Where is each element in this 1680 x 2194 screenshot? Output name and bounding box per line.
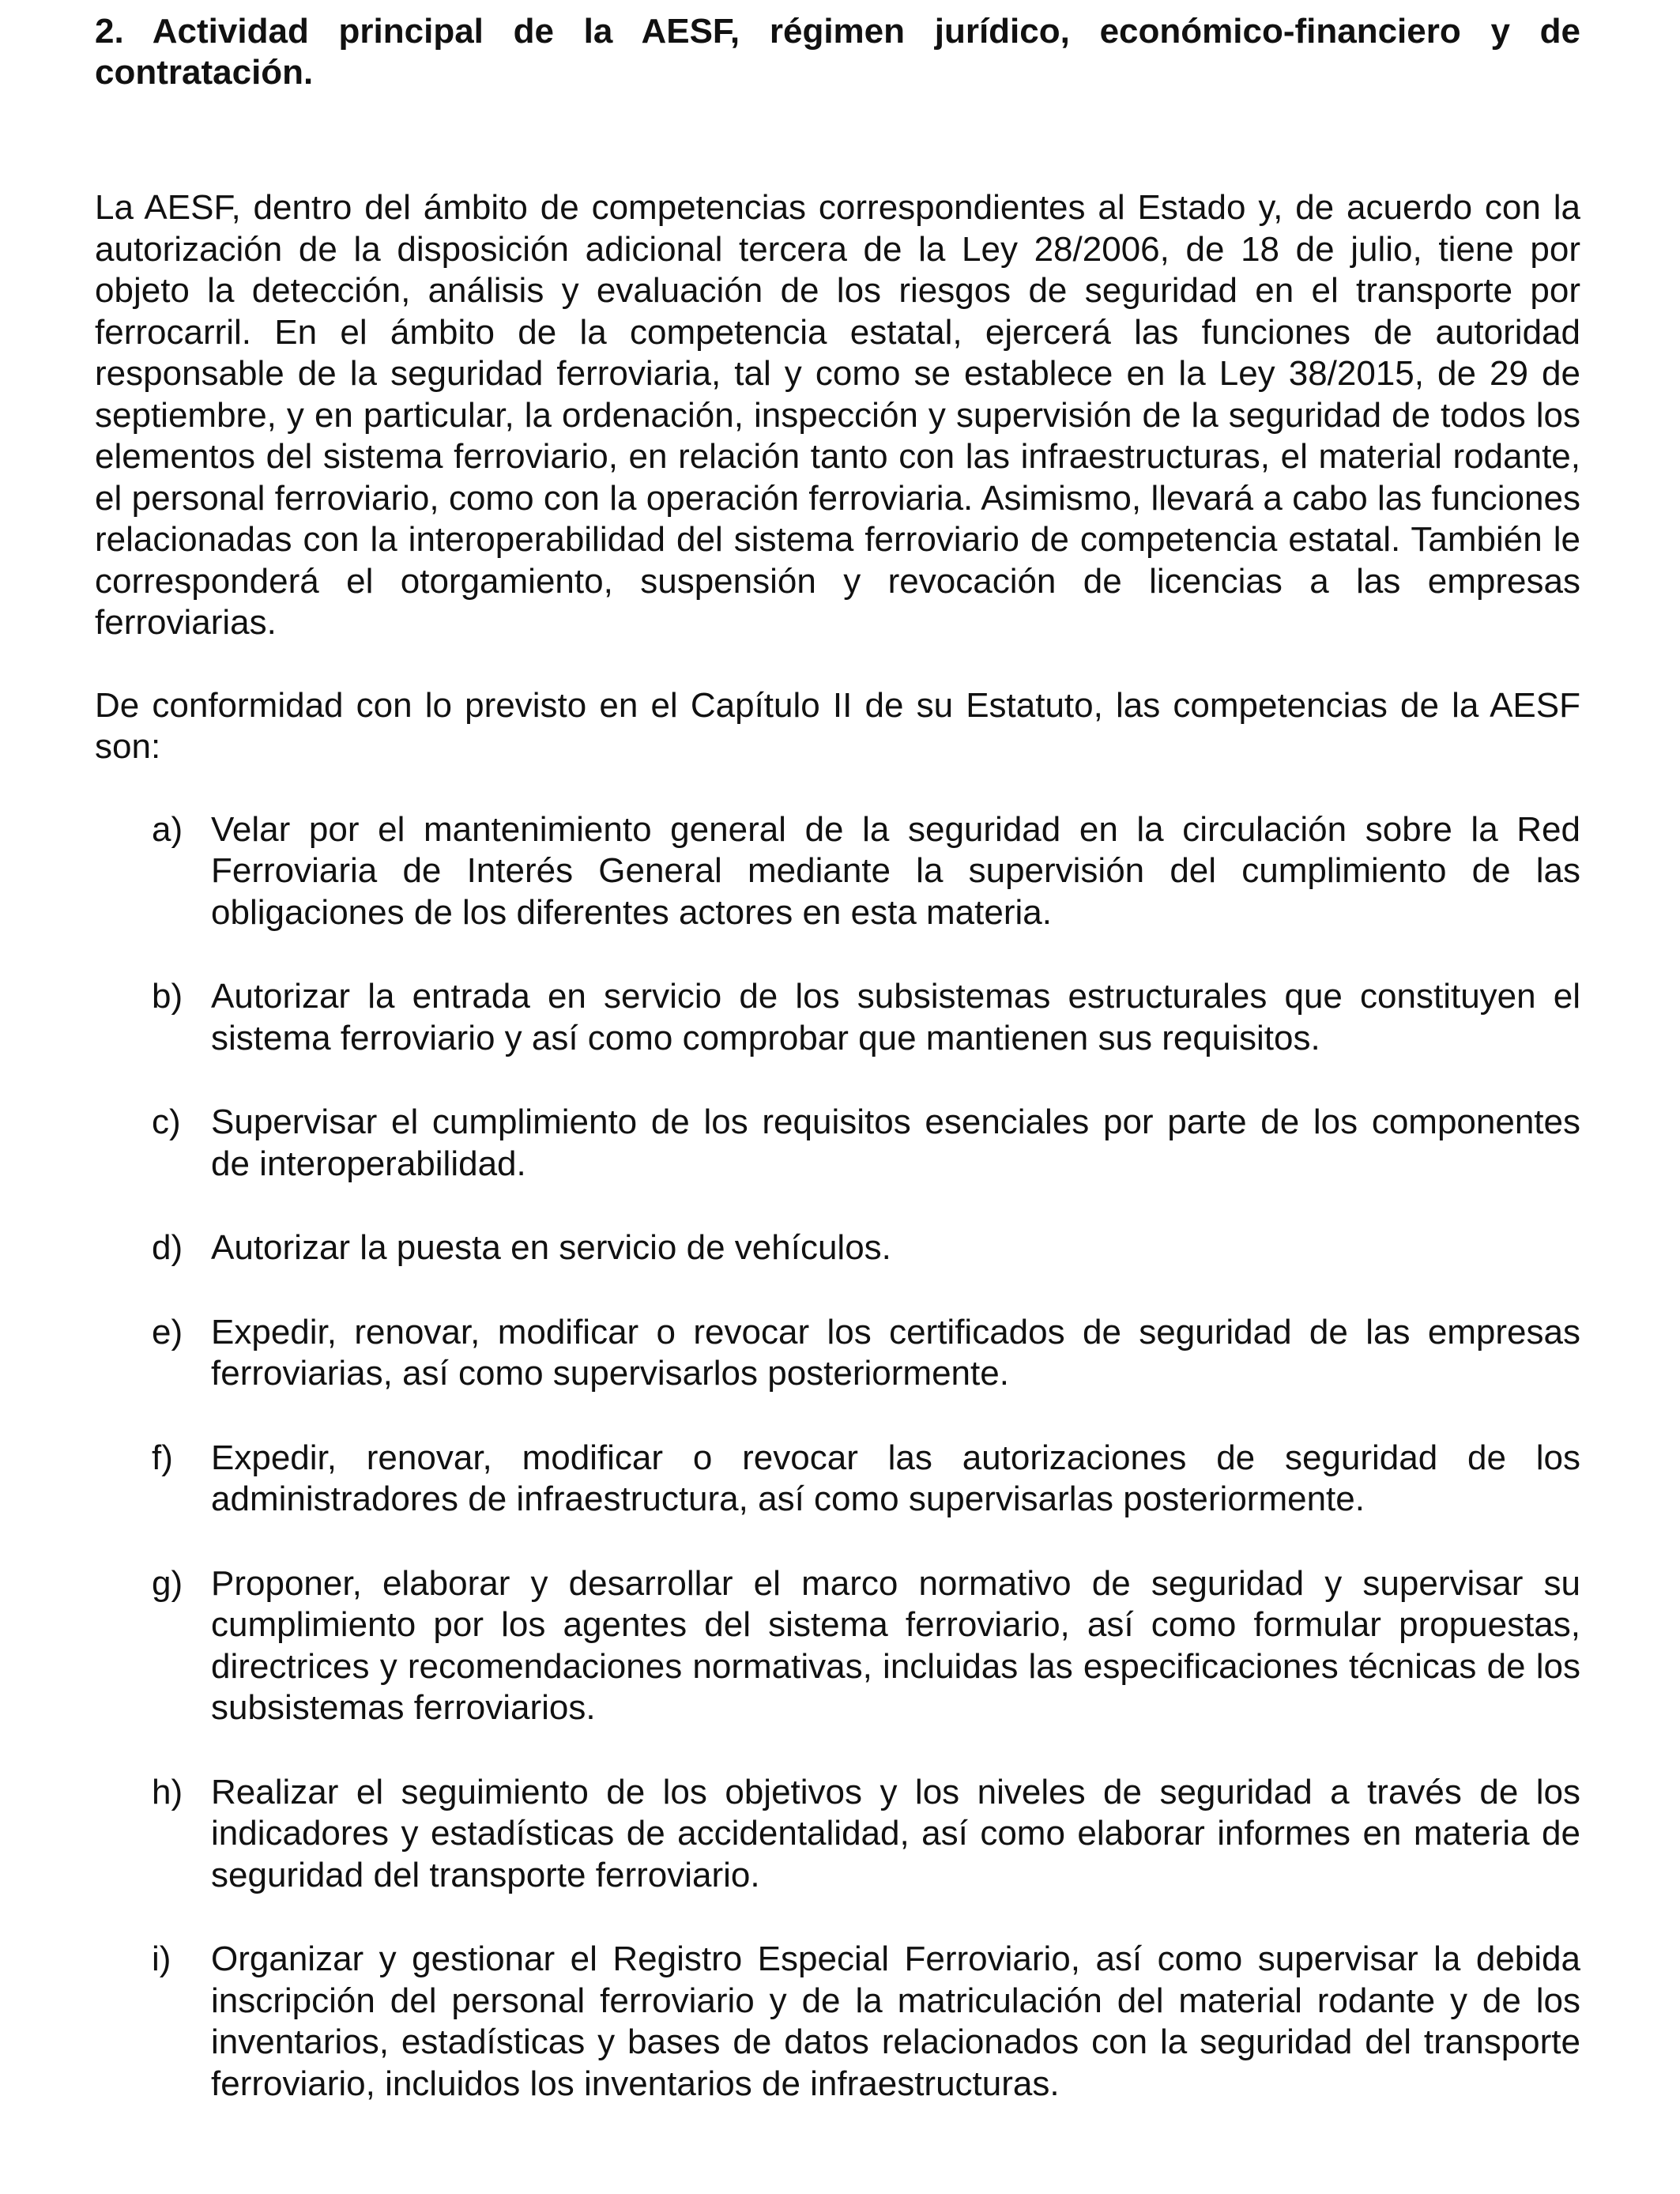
list-item-text: Supervisar el cumplimiento de los requisitos esenciales por parte de los componentes de interoperabilidad.	[211, 1103, 1580, 1183]
list-item	[95, 1438, 1580, 1521]
list-item	[95, 1102, 1580, 1185]
list-item	[95, 976, 1580, 1059]
list-item-text: Velar por el mantenimiento general de la seguridad en la circulación sobre la Red Ferroviaria de Interés General mediante la supervisión del cumplimiento de las obligaciones de los diferentes actores en esta materia.	[211, 809, 1580, 932]
list-item	[95, 1227, 1580, 1269]
list-marker: g)	[152, 1563, 183, 1603]
list-item	[95, 1772, 1580, 1897]
document-page	[95, 11, 1580, 2105]
list-item-text: Expedir, renovar, modificar o revocar los certificados de seguridad de las empresas ferroviarias, así como supervisarlos posteriormente.	[211, 1312, 1580, 1393]
list-marker: i)	[152, 1940, 171, 1978]
list-marker: f)	[152, 1438, 173, 1477]
competencias-lead-paragraph: De conformidad con lo previsto en el Capítulo II de su Estatuto, las competencias de la AESF son:	[95, 685, 1580, 766]
list-item	[95, 1939, 1580, 2105]
list-marker: a)	[152, 809, 183, 849]
list-marker: c)	[152, 1103, 181, 1141]
list-item-text: Proponer, elaborar y desarrollar el marco normativo de seguridad y supervisar su cumplimiento por los agentes del sistema ferroviario, así como formular propuestas, directrices y recomendaciones normativas, incluidas las especificaciones técnicas de los subsistemas ferroviarios.	[211, 1563, 1580, 1727]
list-item-text: Organizar y gestionar el Registro Especial Ferroviario, así como supervisar la debida inscripción del personal ferroviario y de la matriculación del material rodante y de los inventarios, estadísticas y bases de datos relacionados con la seguridad del transporte ferroviario, incluidos los inventarios de infraestructuras.	[211, 1940, 1580, 2103]
section-heading: 2. Actividad principal de la AESF, régimen jurídico, económico-financiero y de contratación.	[95, 12, 1580, 92]
list-item	[95, 1563, 1580, 1729]
list-marker: h)	[152, 1772, 183, 1811]
list-item-text: Autorizar la entrada en servicio de los subsistemas estructurales que constituyen el sistema ferroviario y así como comprobar que mantienen sus requisitos.	[211, 977, 1580, 1057]
list-item-text: Expedir, renovar, modificar o revocar las autorizaciones de seguridad de los administradores de infraestructura, así como supervisarlas posteriormente.	[211, 1438, 1580, 1518]
list-item-text: Realizar el seguimiento de los objetivos y los niveles de seguridad a través de los indicadores y estadísticas de accidentalidad, así como elaborar informes en materia de seguridad del transporte ferroviario.	[211, 1772, 1580, 1894]
list-item-text: Autorizar la puesta en servicio de vehículos.	[211, 1228, 891, 1267]
competencias-list	[95, 809, 1580, 2105]
list-marker: b)	[152, 977, 183, 1016]
list-item	[95, 1312, 1580, 1395]
list-marker: e)	[152, 1312, 183, 1351]
list-item	[95, 809, 1580, 934]
list-marker: d)	[152, 1228, 183, 1267]
intro-paragraph: La AESF, dentro del ámbito de competencias correspondientes al Estado y, de acuerdo con la autorización de la disposición adicional tercera de la Ley 28/2006, de 18 de julio, tiene por objeto la detección, análisis y evaluación de los riesgos de seguridad en el transporte por ferrocarril. En el ámbito de la competencia estatal, ejercerá las funciones de autoridad responsable de la seguridad ferroviaria, tal y como se establece en la Ley 38/2015, de 29 de septiembre, y en particular, la ordenación, inspección y supervisión de la seguridad de todos los elementos del sistema ferroviario, en relación tanto con las infraestructuras, el material rodante, el personal ferroviario, como con la operación ferroviaria. Asimismo, llevará a cabo las funciones relacionadas con la interoperabilidad del sistema ferroviario de competencia estatal. También le corresponderá el otorgamiento, suspensión y revocación de licencias a las empresas ferroviarias.	[95, 188, 1580, 642]
